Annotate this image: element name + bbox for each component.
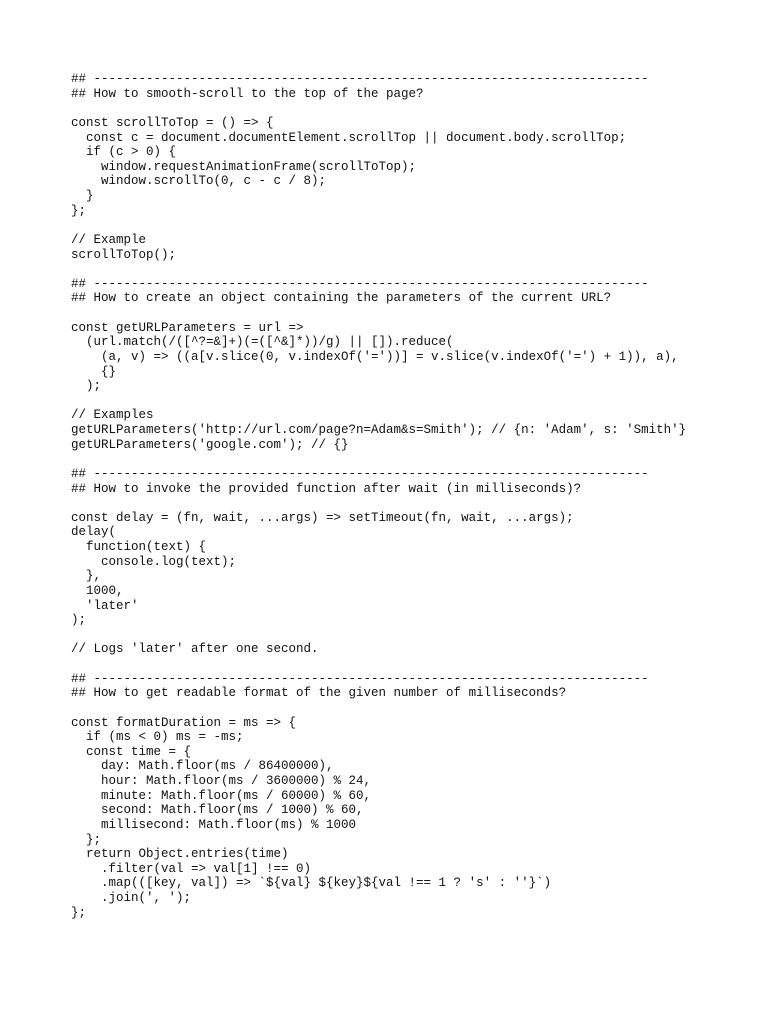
code-line: hour: Math.floor(ms / 3600000) % 24, [71, 774, 372, 788]
code-line: const getURLParameters = url => [71, 320, 304, 335]
code-line: {} [71, 364, 117, 379]
code-line: function(text) { [71, 540, 207, 554]
code-line [71, 218, 761, 233]
code-line [71, 628, 761, 643]
code-line: const scrollToTop = () => { [71, 115, 274, 130]
code-line: day: Math.floor(ms / 86400000), [71, 759, 334, 774]
code-line: window.requestAnimationFrame(scrollToTop); [71, 159, 417, 174]
code-line: // Logs 'later' after one second. [71, 642, 319, 657]
code-line: const time = { [71, 744, 192, 759]
code-line: // Example [71, 232, 147, 247]
code-line: }; [71, 203, 87, 218]
code-line: 'later' [71, 598, 139, 613]
code-line: const formatDuration = ms => { [71, 715, 297, 730]
code-line [71, 452, 761, 467]
code-line: ); [71, 379, 102, 394]
code-document [71, 72, 761, 920]
code-line: window.scrollTo(0, c - c / 8); [71, 174, 327, 189]
code-line: ## -------------------------------------------------------------------------- [71, 671, 649, 686]
code-line: getURLParameters('http://url.com/page?n=Adam&s=Smith'); // {n: 'Adam', s: 'Smith'} [71, 423, 687, 437]
code-line: }; [71, 905, 87, 920]
code-line: scrollToTop(); [71, 247, 177, 262]
code-line: ## How to invoke the provided function after wait (in milliseconds)? [71, 481, 582, 496]
code-line: if (ms < 0) ms = -ms; [71, 730, 244, 745]
code-line: .map(([key, val]) => `${val} ${key}${val !== 1 ? 's' : ''}`) [71, 876, 552, 891]
code-line: console.log(text); [71, 554, 237, 569]
code-line [71, 262, 761, 277]
code-line: }, [71, 569, 102, 584]
code-line: delay( [71, 525, 117, 540]
code-line: ); [71, 613, 87, 628]
code-line: }; [71, 832, 102, 847]
code-line: millisecond: Math.floor(ms) % 1000 [71, 817, 357, 832]
code-line [71, 657, 761, 672]
code-line: getURLParameters('google.com'); // {} [71, 437, 349, 452]
code-line [71, 394, 761, 409]
code-line: const delay = (fn, wait, ...args) => setTimeout(fn, wait, ...args); [71, 510, 574, 525]
code-line: ## How to create an object containing the parameters of the current URL? [71, 291, 612, 306]
code-line: second: Math.floor(ms / 1000) % 60, [71, 803, 364, 818]
code-line: ## -------------------------------------------------------------------------- [71, 72, 649, 86]
code-line: } [71, 189, 94, 203]
code-line: ## How to get readable format of the given number of milliseconds? [71, 686, 567, 701]
code-line [71, 701, 761, 716]
code-line: if (c > 0) { [71, 145, 177, 160]
code-line [71, 306, 761, 321]
code-line: ## How to smooth-scroll to the top of the page? [71, 86, 424, 101]
code-line: return Object.entries(time) [71, 847, 289, 862]
code-line: // Examples [71, 408, 154, 423]
code-line: minute: Math.floor(ms / 60000) % 60, [71, 788, 372, 803]
code-line: const c = document.documentElement.scrollTop || document.body.scrollTop; [71, 130, 627, 145]
code-line: .filter(val => val[1] !== 0) [71, 861, 312, 876]
code-line [71, 101, 761, 116]
code-line: (url.match(/([^?=&]+)(=([^&]*))/g) || []).reduce( [71, 335, 454, 350]
code-line: 1000, [71, 583, 124, 598]
code-line: ## -------------------------------------------------------------------------- [71, 466, 649, 481]
code-line [71, 496, 761, 511]
code-line: .join(', '); [71, 891, 192, 905]
code-line: (a, v) => ((a[v.slice(0, v.indexOf('='))] = v.slice(v.indexOf('=') + 1)), a), [71, 349, 679, 364]
code-line: ## -------------------------------------------------------------------------- [71, 276, 649, 291]
